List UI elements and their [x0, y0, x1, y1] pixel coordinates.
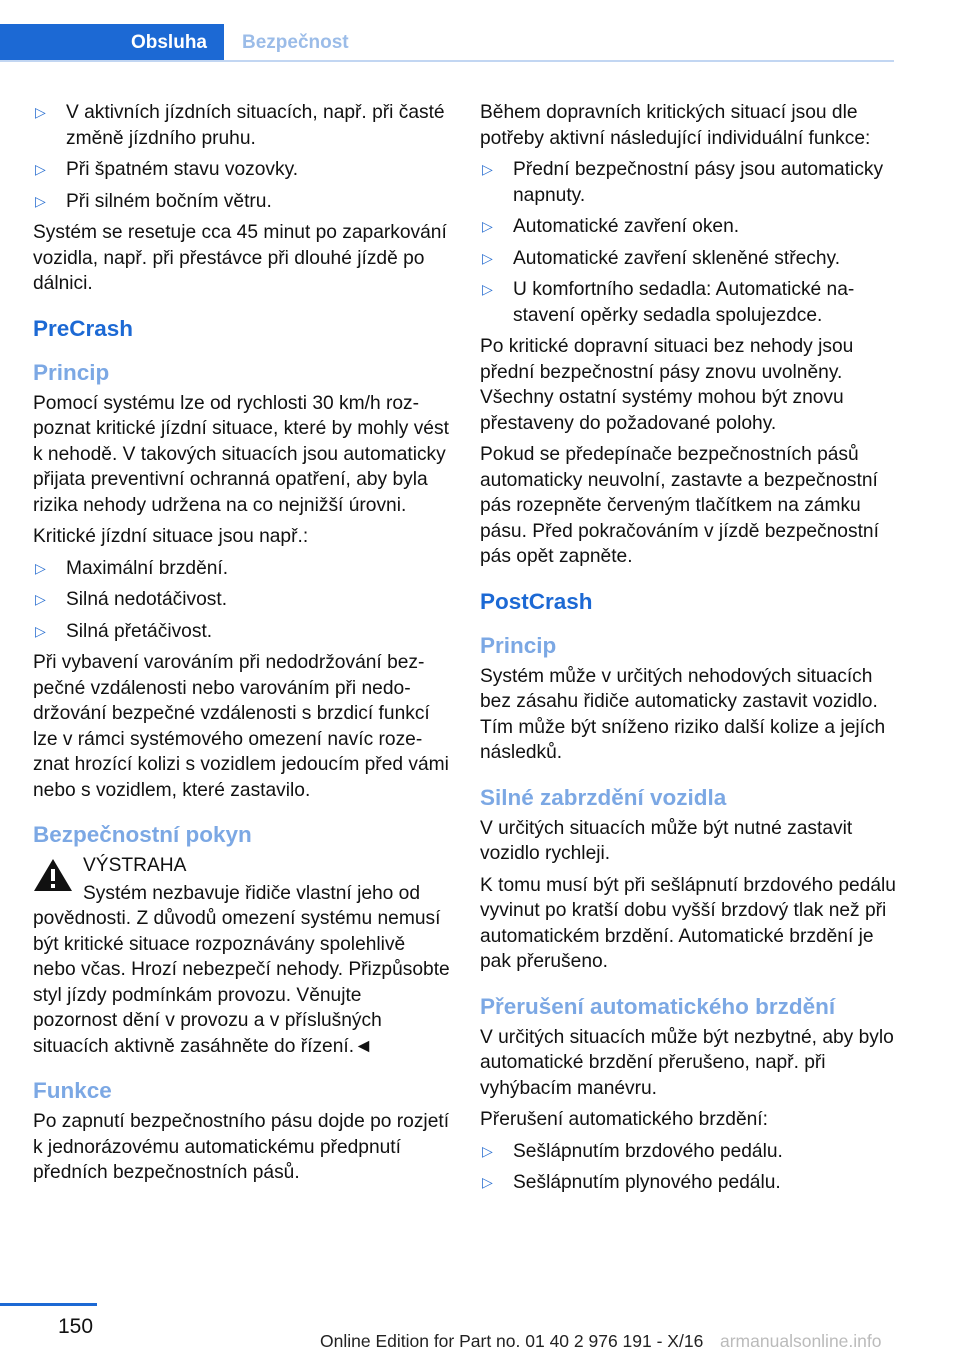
- triangle-bullet-icon: ▷: [35, 591, 46, 607]
- left-column: [33, 100, 451, 1192]
- triangle-bullet-icon: ▷: [482, 281, 493, 297]
- paragraph: Pokud se předepínače bezpečnostních pásů automaticky neuvolní, zastavte a bezpečnostní pás rozepněte červeným tlačítkem na zámku pásu. Před pokračováním v jízdě bezpečnostní pás opět zapněte.: [480, 444, 879, 567]
- paragraph: Systém může v určitých nehodových situacích bez zásahu řidiče automaticky zastavit vozidlo. Tím může být sníženo riziko další kolize a jejích následků.: [480, 665, 886, 763]
- right-column: [480, 100, 898, 1202]
- tab-underline: [0, 60, 894, 62]
- triangle-bullet-icon: ▷: [482, 1174, 493, 1190]
- paragraph: Během dopravních kritických situací jsou dle potřeby aktivní následující individuální funkce:: [480, 102, 871, 149]
- heading-princip: Princip: [33, 359, 110, 385]
- list-item: ▷ Maximální brzdění.: [33, 556, 451, 582]
- triangle-bullet-icon: ▷: [482, 1142, 493, 1159]
- warning-text: povědnosti. Z důvodů omezení systému nemusí být kritické situace rozpoznávány spolehlivě nebo včas. Hrozí nebezpečí nehody. Přizpůsobte styl jízdy podmínkám provozu. Věnujte pozornost dění v provozu a v příslušných situacích aktivně zasáhněte do řízení.◄: [33, 908, 450, 1057]
- triangle-bullet-icon: ▷: [482, 161, 493, 177]
- heading-precrash: PreCrash: [33, 315, 134, 341]
- paragraph: Po zapnutí bezpečnostního pásu dojde po rozjetí k jednorázovému automatickému předpnutí předních bezpečnostních pásů.: [33, 1111, 450, 1183]
- page-number: 150: [58, 1315, 94, 1338]
- list-item: ▷ Automatické zavření skleněné střechy.: [480, 246, 898, 272]
- footer-rule: [0, 1303, 97, 1306]
- triangle-bullet-icon: ▷: [482, 249, 493, 266]
- list-item: ▷ Přední bezpečnostní pásy jsou automaticky napnuty.: [482, 159, 884, 206]
- paragraph: Přerušení automatického brzdění:: [480, 1109, 768, 1130]
- paragraph: Pomocí systému lze od rychlosti 30 km/h rozpoznat kritické jízdní situace, které by mohly vést k nehodě. V takových situacích jsou automaticky přijata preventivní ochranná opatření, aby byla rizika nehody udržena na co nejnižší úrovni.: [33, 392, 449, 516]
- list-item: ▷ Při špatném stavu vozovky.: [33, 157, 451, 183]
- heading-bezpecnostni-pokyn: Bezpečnostní pokyn: [33, 822, 252, 847]
- heading-funkce: Funkce: [33, 1078, 112, 1103]
- list-item: ▷ Silná nedotáčivost.: [33, 587, 451, 613]
- list-item: ▷ Sešlápnutím brzdového pedálu.: [480, 1139, 898, 1165]
- paragraph: Při vybavení varováním při nedodržování bezpečné vzdálenosti nebo varováním při nedodržování bezpečné vzdálenosti s brzdicí funkcí lze v rámci systémového omezení navíc rozeznat hrozící kolizi s vozidlem jedoucím před vámi nebo s vozidlem, které zastavilo.: [33, 652, 449, 801]
- paragraph: Po kritické dopravní situaci bez nehody jsou přední bezpečnostní pásy znovu uvolněny. Všechny ostatní systémy mohou být znovu přestaveny do požadované polohy.: [480, 336, 854, 434]
- list-item: ▷ Automatické zavření oken.: [480, 214, 898, 240]
- list-item: ▷ Sešlápnutím plynového pedálu.: [480, 1170, 898, 1196]
- list-item: ▷ V aktivních jízdních situacích, např. při časté změně jízdního pruhu.: [35, 102, 445, 149]
- heading-preruseni: Přerušení automatického brzdění: [480, 993, 836, 1019]
- tab-bar: [0, 0, 894, 62]
- warning-block: [33, 853, 451, 1059]
- triangle-bullet-icon: ▷: [35, 161, 46, 177]
- triangle-bullet-icon: ▷: [35, 559, 46, 576]
- heading-silne-zabrzdeni: Silné zabrzdění vozidla: [480, 784, 727, 810]
- tab-obsluha[interactable]: Obsluha: [0, 24, 224, 62]
- warning-title: VÝSTRAHA: [83, 855, 187, 876]
- paragraph: V určitých situacích může být nutné zastavit vozidlo rychleji.: [480, 817, 853, 864]
- watermark: armanualsonline.info: [720, 1331, 882, 1351]
- list-item: ▷ Při silném bočním větru.: [33, 189, 451, 215]
- triangle-bullet-icon: ▷: [35, 622, 46, 639]
- heading-princip-2: Princip: [480, 632, 557, 658]
- tab-bezpecnost[interactable]: Bezpečnost: [242, 32, 349, 53]
- edition-note: Online Edition for Part no. 01 40 2 976 191 - X/16: [320, 1331, 704, 1351]
- warning-triangle-icon: [33, 857, 73, 893]
- triangle-bullet-icon: ▷: [482, 218, 493, 234]
- paragraph: K tomu musí být při sešlápnutí brzdového pedálu vyvinut po kratší dobu vyšší brzdový tlak než při automatickém brzdění. Automatické brzdění je pak přerušeno.: [480, 874, 896, 972]
- list-item: ▷ U komfortního sedadla: Automatické nastavení opěrky sedadla spolujezdce.: [482, 279, 855, 326]
- paragraph: V určitých situacích může být nezbytné, aby bylo automatické brzdění přerušeno, např. při vyhýbacím manévru.: [480, 1026, 894, 1099]
- triangle-bullet-icon: ▷: [35, 192, 46, 209]
- list-item: ▷ Silná přetáčivost.: [33, 619, 451, 645]
- triangle-bullet-icon: ▷: [35, 104, 46, 120]
- warning-first-line: Systém nezbavuje řidiče vlastní jeho od: [83, 882, 421, 904]
- paragraph: Systém se resetuje cca 45 minut po zaparkování vozidla, např. při přestávce při dlouhé jízdě po dálnici.: [33, 222, 447, 294]
- paragraph: Kritické jízdní situace jsou např.:: [33, 526, 309, 547]
- heading-postcrash: PostCrash: [480, 588, 593, 614]
